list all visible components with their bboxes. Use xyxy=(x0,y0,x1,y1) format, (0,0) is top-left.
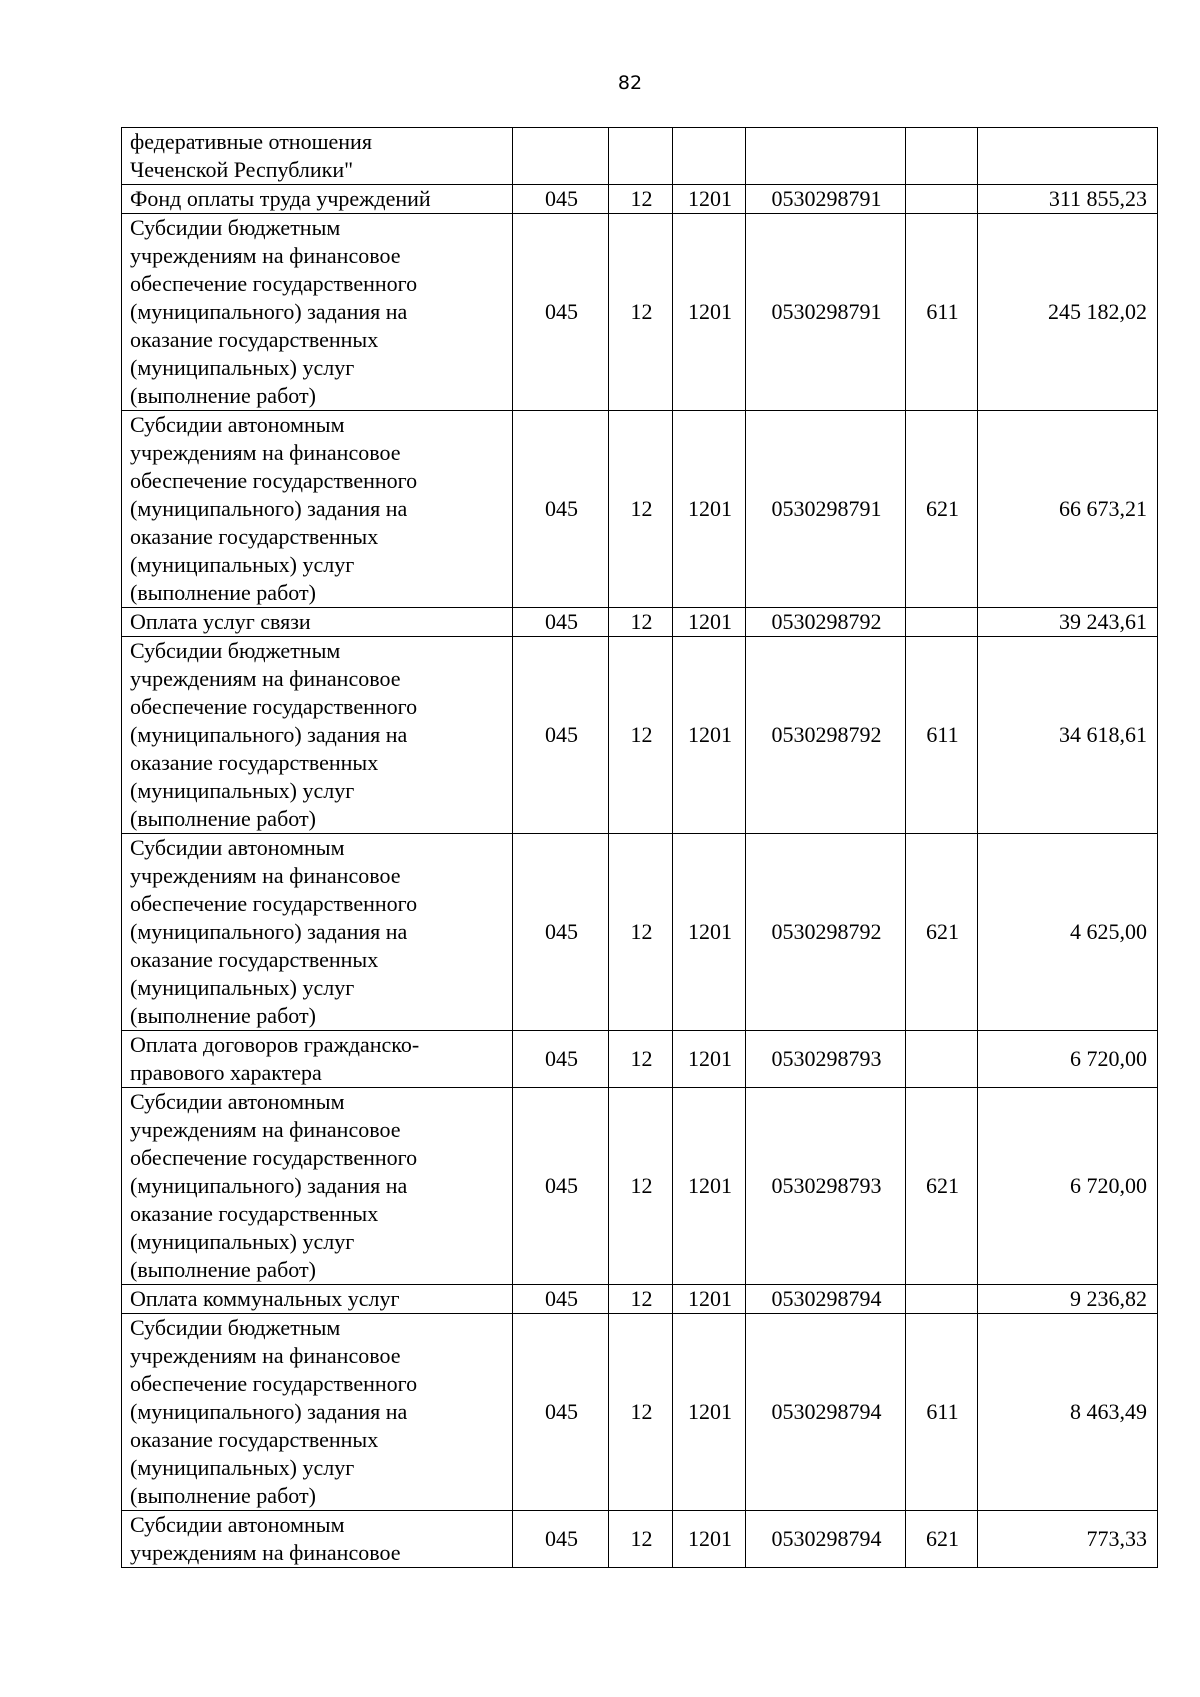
ministry-code-cell: 045 xyxy=(513,834,609,1031)
section-code-cell: 12 xyxy=(609,1511,673,1568)
table-row xyxy=(122,608,1158,637)
target-article-cell: 0530298793 xyxy=(746,1088,906,1285)
table-row xyxy=(122,128,1158,185)
ministry-code-cell: 045 xyxy=(513,214,609,411)
expense-type-cell: 611 xyxy=(906,637,978,834)
amount-cell xyxy=(978,128,1158,185)
subsection-code-cell: 1201 xyxy=(673,411,746,608)
expense-name-cell: Оплата услуг связи xyxy=(122,608,513,637)
section-code-cell: 12 xyxy=(609,608,673,637)
expense-type-cell: 621 xyxy=(906,834,978,1031)
expense-name-cell: Субсидии автономным учреждениям на финансовое обеспечение государственного (муниципального) задания на оказание государственных (муниципальных) услуг (выполнение работ) xyxy=(122,1088,513,1285)
target-article-cell: 0530298792 xyxy=(746,834,906,1031)
table-row xyxy=(122,1314,1158,1511)
expense-type-cell: 621 xyxy=(906,411,978,608)
expense-name-cell: Субсидии автономным учреждениям на финансовое xyxy=(122,1511,513,1568)
expense-type-cell xyxy=(906,1285,978,1314)
subsection-code-cell: 1201 xyxy=(673,1511,746,1568)
target-article-cell: 0530298792 xyxy=(746,608,906,637)
ministry-code-cell xyxy=(513,128,609,185)
expense-name-cell: Субсидии бюджетным учреждениям на финансовое обеспечение государственного (муниципального) задания на оказание государственных (муниципальных) услуг (выполнение работ) xyxy=(122,1314,513,1511)
expense-name-cell: Субсидии бюджетным учреждениям на финансовое обеспечение государственного (муниципального) задания на оказание государственных (муниципальных) услуг (выполнение работ) xyxy=(122,214,513,411)
expense-name-cell: Оплата коммунальных услуг xyxy=(122,1285,513,1314)
amount-cell: 4 625,00 xyxy=(978,834,1158,1031)
subsection-code-cell: 1201 xyxy=(673,1031,746,1088)
target-article-cell xyxy=(746,128,906,185)
amount-cell: 66 673,21 xyxy=(978,411,1158,608)
subsection-code-cell: 1201 xyxy=(673,1088,746,1285)
expense-name-cell: Оплата договоров гражданско- правового характера xyxy=(122,1031,513,1088)
section-code-cell: 12 xyxy=(609,411,673,608)
ministry-code-cell: 045 xyxy=(513,1511,609,1568)
target-article-cell: 0530298793 xyxy=(746,1031,906,1088)
subsection-code-cell: 1201 xyxy=(673,834,746,1031)
subsection-code-cell: 1201 xyxy=(673,1314,746,1511)
expense-name-cell: Фонд оплаты труда учреждений xyxy=(122,185,513,214)
section-code-cell: 12 xyxy=(609,1314,673,1511)
table-row xyxy=(122,1031,1158,1088)
section-code-cell: 12 xyxy=(609,1031,673,1088)
ministry-code-cell: 045 xyxy=(513,608,609,637)
ministry-code-cell: 045 xyxy=(513,637,609,834)
table-row xyxy=(122,185,1158,214)
target-article-cell: 0530298791 xyxy=(746,411,906,608)
target-article-cell: 0530298794 xyxy=(746,1314,906,1511)
expense-type-cell: 621 xyxy=(906,1088,978,1285)
amount-cell: 6 720,00 xyxy=(978,1088,1158,1285)
page-number: 82 xyxy=(617,72,643,94)
table-row xyxy=(122,637,1158,834)
section-code-cell: 12 xyxy=(609,185,673,214)
target-article-cell: 0530298794 xyxy=(746,1285,906,1314)
section-code-cell: 12 xyxy=(609,834,673,1031)
section-code-cell: 12 xyxy=(609,1088,673,1285)
amount-cell: 245 182,02 xyxy=(978,214,1158,411)
ministry-code-cell: 045 xyxy=(513,411,609,608)
amount-cell: 9 236,82 xyxy=(978,1285,1158,1314)
subsection-code-cell: 1201 xyxy=(673,1285,746,1314)
table-row xyxy=(122,411,1158,608)
section-code-cell xyxy=(609,128,673,185)
section-code-cell: 12 xyxy=(609,1285,673,1314)
expense-type-cell: 611 xyxy=(906,214,978,411)
ministry-code-cell: 045 xyxy=(513,1285,609,1314)
amount-cell: 6 720,00 xyxy=(978,1031,1158,1088)
expense-type-cell xyxy=(906,185,978,214)
subsection-code-cell: 1201 xyxy=(673,214,746,411)
expense-type-cell xyxy=(906,128,978,185)
budget-table-body xyxy=(122,128,1158,1568)
target-article-cell: 0530298794 xyxy=(746,1511,906,1568)
amount-cell: 34 618,61 xyxy=(978,637,1158,834)
expense-type-cell xyxy=(906,608,978,637)
target-article-cell: 0530298792 xyxy=(746,637,906,834)
expense-name-cell: Субсидии бюджетным учреждениям на финансовое обеспечение государственного (муниципального) задания на оказание государственных (муниципальных) услуг (выполнение работ) xyxy=(122,637,513,834)
subsection-code-cell xyxy=(673,128,746,185)
amount-cell: 39 243,61 xyxy=(978,608,1158,637)
amount-cell: 8 463,49 xyxy=(978,1314,1158,1511)
expense-name-cell: Субсидии автономным учреждениям на финансовое обеспечение государственного (муниципального) задания на оказание государственных (муниципальных) услуг (выполнение работ) xyxy=(122,411,513,608)
expense-name-cell: Субсидии автономным учреждениям на финансовое обеспечение государственного (муниципального) задания на оказание государственных (муниципальных) услуг (выполнение работ) xyxy=(122,834,513,1031)
table-row xyxy=(122,1285,1158,1314)
subsection-code-cell: 1201 xyxy=(673,637,746,834)
table-row xyxy=(122,1088,1158,1285)
ministry-code-cell: 045 xyxy=(513,1031,609,1088)
budget-table xyxy=(121,127,1158,1568)
expense-name-cell: федеративные отношения Чеченской Республики" xyxy=(122,128,513,185)
table-row xyxy=(122,214,1158,411)
subsection-code-cell: 1201 xyxy=(673,185,746,214)
section-code-cell: 12 xyxy=(609,637,673,834)
expense-type-cell xyxy=(906,1031,978,1088)
target-article-cell: 0530298791 xyxy=(746,185,906,214)
amount-cell: 773,33 xyxy=(978,1511,1158,1568)
ministry-code-cell: 045 xyxy=(513,1314,609,1511)
expense-type-cell: 621 xyxy=(906,1511,978,1568)
amount-cell: 311 855,23 xyxy=(978,185,1158,214)
target-article-cell: 0530298791 xyxy=(746,214,906,411)
ministry-code-cell: 045 xyxy=(513,185,609,214)
table-row xyxy=(122,834,1158,1031)
ministry-code-cell: 045 xyxy=(513,1088,609,1285)
table-row xyxy=(122,1511,1158,1568)
subsection-code-cell: 1201 xyxy=(673,608,746,637)
expense-type-cell: 611 xyxy=(906,1314,978,1511)
section-code-cell: 12 xyxy=(609,214,673,411)
